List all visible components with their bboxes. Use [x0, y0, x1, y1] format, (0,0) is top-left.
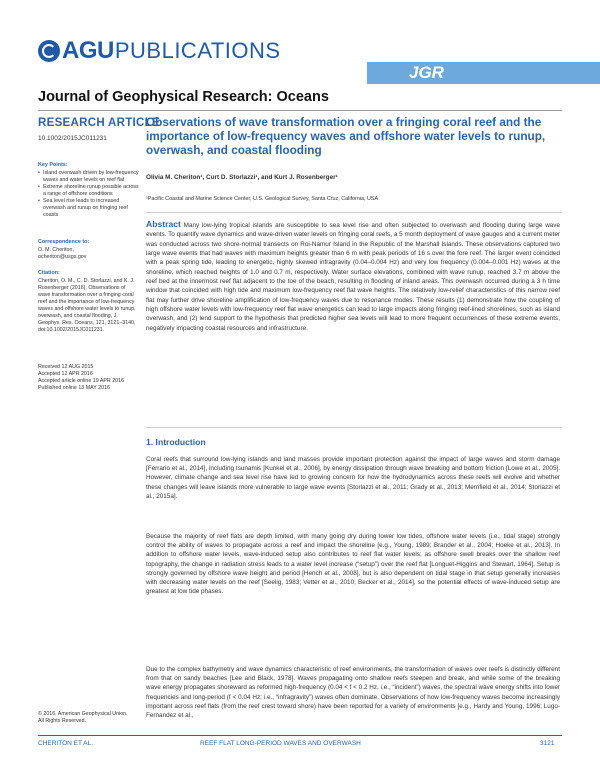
copyright: [38, 711, 128, 725]
article-title: Observations of wave transformation over a fringing coral reef and the importance of low-frequency waves and offshore water levels to runup, overwash, and coastal flooding: [146, 115, 546, 157]
key-point-item: • Island overwash driven by low-frequency waves and water levels on reef flat: [38, 170, 140, 184]
jgr-badge: [367, 62, 600, 84]
footer-running-title: REEF FLAT LONG-PERIOD WAVES AND OVERWASH: [200, 740, 361, 747]
date-accepted-online: Accepted article online 19 APR 2016: [38, 378, 124, 384]
affiliation: ¹Pacific Coastal and Marine Science Center, U.S. Geological Survey, Santa Cruz, California, USA: [146, 196, 379, 202]
citation-text: Cheriton, O. M., C. D. Storlazzi, and K. J. Rosenberger (2016), Observations of wave transformation over a fringing coral reef and the importance of low-frequency waves and offshore water levels to runup, overwash, and coastal flooding, J. Geophys. Res. Oceans, 121, 3121–3140, doi:10.1002/2015JC011231.: [38, 278, 136, 333]
article-dates: [38, 364, 124, 392]
copyright-line: © 2016. American Geophysical Union.: [38, 711, 128, 717]
intro-divider: [146, 427, 562, 428]
body-paragraph: Because the majority of reef flats are depth limited, with many going dry during lower low tides, offshore water levels (i.e., tidal stage) strongly control the ability of waves to propagate across a reef and impact the shoreline [e.g., Young, 1989; Brander et al., 2004; Hoeke et al., 2013]. In addition to offshore water levels, wave-induced setup also contributes to reef flat water levels; as offshore swell breaks over the shallow reef topography, the change in radiation stress leads to a water level increase (“setup”) over the reef flat [Longuet-Higgins and Stewart, 1964]. Setup is strongly governed by offshore wave height and period [Hench et al., 2008], but is also dependent on tidal stage in that setup generally increases with decreasing water levels on the reef [Seelig, 1983; Vetter et al., 2010; Becker et al., 2014], so the potential effects of wave-induced setup are greatest at low tide phases.: [146, 533, 560, 596]
date-received: Received 12 AUG 2015: [38, 364, 94, 370]
key-points-list: [38, 170, 140, 219]
footer-divider: [38, 735, 562, 736]
logo-agu-text: AGU: [62, 37, 114, 64]
agu-publications-logo: [38, 36, 281, 66]
key-points-heading: Key Points:: [38, 162, 68, 168]
abstract: [146, 220, 560, 333]
key-point-item: • Extreme shoreline runup possible across a range of offshore conditions: [38, 184, 140, 198]
header-divider: [38, 110, 562, 111]
footer-authors: CHERITON ET AL.: [38, 740, 94, 747]
copyright-line: All Rights Reserved.: [38, 718, 86, 724]
correspondence-name: O. M. Cheriton,: [38, 247, 74, 253]
logo-publications-text: PUBLICATIONS: [114, 38, 281, 63]
section-heading: 1. Introduction: [146, 437, 206, 447]
journal-title: Journal of Geophysical Research: Oceans: [38, 89, 329, 105]
body-paragraph: Due to the complex bathymetry and wave dynamics characteristic of reef environments, the transformation of waves over reefs is distinctly different from that on sandy beaches [Lee and Black, 1978]. Waves propagating onto shallow reefs steepen and break, and while some of the breaking wave energy propagates shoreward as reformed high-frequency (0.04 < f < 0.2 Hz, i.e., “incident”) waves, the spectral wave energy shifts into lower frequencies and long-period (f < 0.04 Hz; i.e., “infragravity”) waves often dominate. Observations of how low-frequency waves become increasingly important across reef flats (from the reef crest toward shore) have been reported for a variety of environments [e.g., Hardy and Young, 1996; Lugo-Fernandez et al.,: [146, 666, 560, 720]
key-point-item: • Sea level rise leads to increased overwash and runup on fringing reef coasts: [38, 198, 140, 219]
agu-globe-icon: [38, 40, 60, 62]
body-paragraph: Coral reefs that surround low-lying islands and land masses provide important protection against the impact of large waves and storm damage [Ferrario et al., 2014], including tsunamis [Kunkel et al., 2006], by energy dissipation through wave breaking and bottom friction [Lowe et al., 2005]. However, climate change and sea level rise have led to growing concern for how the hydrodynamics across these reefs will evolve and whether these changes will leave islands more vulnerable to large wave events [Storlazzi et al., 2011; Grady et al., 2013; Merrifield et al., 2014; Storlazzi et al., 2015a].: [146, 456, 560, 500]
date-accepted: Accepted 12 APR 2016: [38, 371, 93, 377]
page-number: 3121: [540, 740, 555, 747]
abstract-text: Many low-lying tropical islands are susceptible to sea level rise and often subjected to overwash and flooding during large wave events. To quantify wave dynamics and wave-driven water levels on fringing coral reefs, a 5 month deployment of wave gauges and a current meter was conducted across two shore-normal transects on Roi-Namur Island in the Republic of the Marshall Islands. These observations captured two large wave events that had waves with maximum heights greater than 6 m with peak periods of 16 s over the fore reef. The larger event coincided with a peak spring tide, leading to energetic, highly skewed infragravity (0.04–0.004 Hz) and very low frequency (0.004–0.001 Hz) waves at the shoreline, which reached heights of 1.0 and 0.7 m, respectively. Water surface elevations, combined with wave runup, reached 3.7 m above the reef bed at the innermost reef flat adjacent to the toe of the beach, resulting in flooding of inland areas. This overwash occurred during a 3 h time window that coincided with high tide and maximum low-frequency reef flat wave heights. The relatively low-relief characteristics of this narrow reef flat may further drive shoreline amplification of low-frequency waves due to resonance modes. These results (1) demonstrate how the coupling of high offshore water levels with low-frequency reef flat wave energetics can lead to large impacts along fringing reef-lined shorelines, such as island overwash, and (2) lend support to the hypothesis that predicted higher sea levels will lead to more frequent occurrences of these extreme events, negatively impacting coastal resources and infrastructure.: [146, 222, 561, 332]
abstract-label: Abstract: [146, 219, 181, 229]
correspondence-heading: Correspondence to:: [38, 239, 90, 245]
article-doi: 10.1002/2015JC011231: [38, 135, 107, 142]
author-list: Olivia M. Cheriton¹, Curt D. Storlazzi¹, and Kurt J. Rosenberger¹: [146, 174, 338, 181]
date-published: Published online 13 MAY 2016: [38, 385, 110, 391]
jgr-badge-label: JGR: [409, 63, 444, 82]
citation-heading: Citation:: [38, 270, 60, 276]
abstract-divider: [146, 212, 562, 213]
article-type: RESEARCH ARTICLE: [38, 117, 160, 129]
correspondence-email[interactable]: ocheriton@usgs.gov: [38, 254, 87, 260]
